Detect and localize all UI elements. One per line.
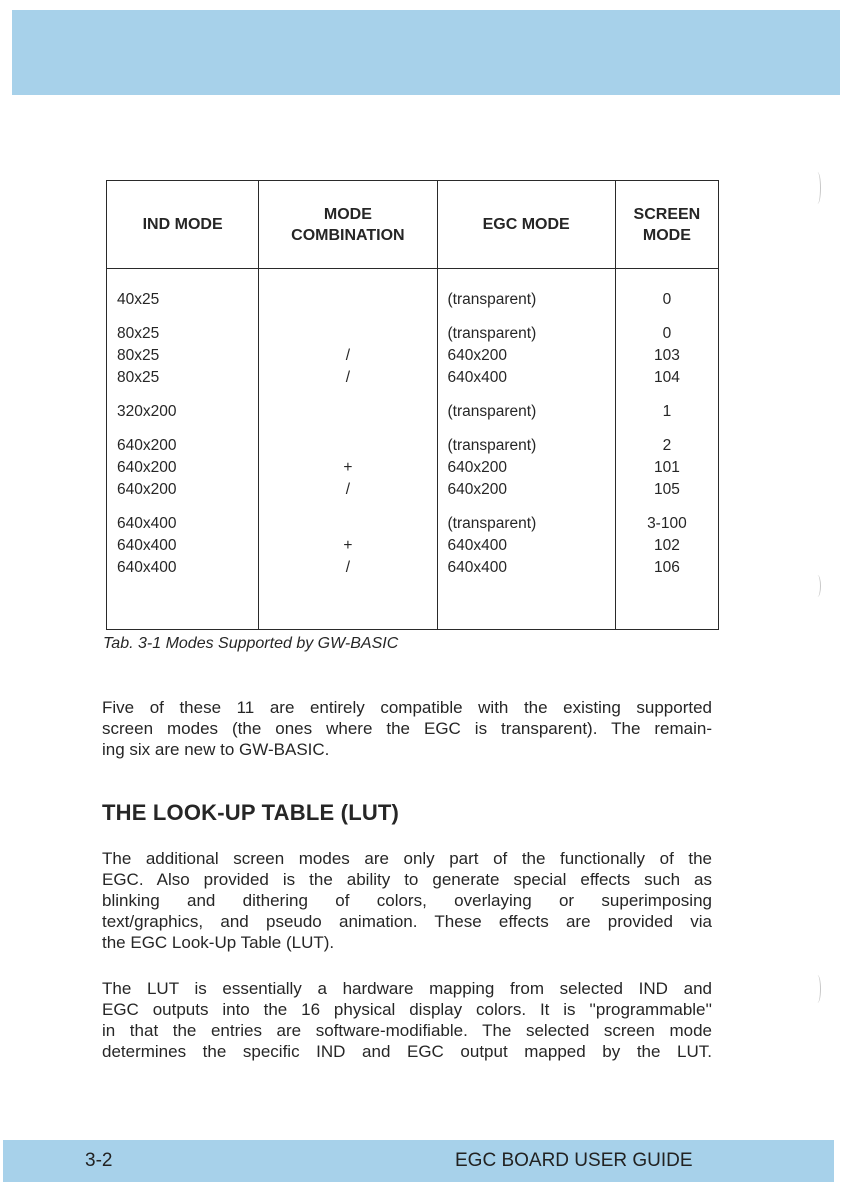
- table-cell: 40x25: [117, 291, 160, 308]
- table-cell: +: [343, 459, 353, 476]
- table-cell: [259, 323, 436, 345]
- table-cell: /: [345, 559, 351, 576]
- row-group: [259, 401, 436, 423]
- table-cell: (transparent): [447, 403, 537, 420]
- section-heading: THE LOOK-UP TABLE (LUT): [102, 800, 400, 825]
- row-group: [117, 513, 258, 579]
- table-cell: 640x400: [117, 537, 177, 554]
- header-mode-combination: [259, 181, 437, 269]
- row-group: [448, 513, 615, 579]
- table-cell: 320x200: [117, 403, 177, 420]
- ind-mode-column: [107, 269, 259, 630]
- row-group: [448, 323, 615, 389]
- table-cell: (transparent): [447, 291, 537, 308]
- text-line: the EGC Look-Up Table (LUT).: [102, 933, 335, 952]
- table-cell: 640x400: [117, 515, 177, 532]
- row-group: [448, 435, 615, 501]
- modes-table: [106, 180, 719, 630]
- row-group: [117, 401, 258, 423]
- table-cell: 103: [653, 347, 680, 364]
- table-cell: 0: [662, 325, 672, 342]
- table-cell: 106: [653, 559, 680, 576]
- header-label: IND MODE: [142, 216, 223, 233]
- text-line: The additional screen modes are only part of the functionally of the: [102, 849, 712, 868]
- text-line: in that the entries are software-modifiable. The selected screen mode: [102, 1021, 712, 1040]
- row-group: [117, 289, 258, 311]
- table-cell: 1: [662, 403, 672, 420]
- table-cell: 3-100: [647, 515, 687, 532]
- binding-hole-mark: [814, 172, 821, 204]
- row-group: [259, 289, 436, 311]
- table-cell: /: [345, 347, 351, 364]
- egc-mode-column: [437, 269, 615, 630]
- table-cell: 640x400: [117, 559, 177, 576]
- table-cell: 104: [653, 369, 680, 386]
- header-screen-mode: [615, 181, 718, 269]
- table-cell: 640x400: [447, 537, 507, 554]
- table-cell: 640x200: [447, 459, 507, 476]
- row-group: [259, 513, 436, 579]
- table-cell: 80x25: [117, 369, 160, 386]
- table-cell: (transparent): [447, 515, 537, 532]
- row-group: [117, 323, 258, 389]
- paragraph-compatibility: [102, 697, 712, 760]
- table-cell: 640x200: [447, 481, 507, 498]
- table-body-row: [107, 269, 719, 630]
- table-cell: 0: [662, 291, 672, 308]
- mode-combination-column: [259, 269, 437, 630]
- text-line: EGC outputs into the 16 physical display colors. It is ''programmable'': [102, 1000, 712, 1019]
- row-group: [616, 401, 718, 423]
- row-group: [259, 323, 436, 389]
- header-label: MODE: [642, 226, 691, 244]
- paragraph-lut-intro: [102, 848, 712, 953]
- table-cell: 101: [653, 459, 680, 476]
- header-label: COMBINATION: [291, 226, 405, 244]
- table-cell: 640x200: [117, 437, 177, 454]
- text-line: determines the specific IND and EGC output mapped by the LUT.: [102, 1042, 712, 1061]
- screen-mode-column: [615, 269, 718, 630]
- table-cell: 640x200: [117, 481, 177, 498]
- table-cell: 640x200: [117, 459, 177, 476]
- paragraph-lut-mapping: [102, 978, 712, 1062]
- header-label: SCREEN: [633, 205, 701, 223]
- text-line: text/graphics, and pseudo animation. These effects are provided via: [102, 912, 712, 931]
- table-cell: 2: [662, 437, 672, 454]
- binding-hole-mark: [814, 575, 821, 597]
- row-group: [616, 289, 718, 311]
- table-cell: 105: [653, 481, 680, 498]
- table-cell: 80x25: [117, 325, 160, 342]
- row-group: [117, 435, 258, 501]
- table-cell: 640x400: [447, 369, 507, 386]
- table-cell: [259, 401, 436, 423]
- row-group: [259, 435, 436, 501]
- text-line: Five of these 11 are entirely compatible with the existing supported: [102, 698, 712, 717]
- row-group: [616, 435, 718, 501]
- text-line: EGC. Also provided is the ability to generate special effects such as: [102, 870, 712, 889]
- table-cell: [259, 289, 436, 311]
- table-cell: (transparent): [447, 437, 537, 454]
- page-number: 3-2: [85, 1150, 113, 1171]
- table-header-row: [107, 181, 719, 269]
- text-line: The LUT is essentially a hardware mapping from selected IND and: [102, 979, 712, 998]
- header-band: [12, 10, 840, 95]
- row-group: [448, 401, 615, 423]
- text-line: screen modes (the ones where the EGC is transparent). The remain-: [102, 719, 712, 738]
- row-group: [616, 323, 718, 389]
- header-label: EGC MODE: [482, 216, 570, 233]
- table-cell: +: [343, 537, 353, 554]
- table-cell: 102: [653, 537, 680, 554]
- table-cell: 640x400: [447, 559, 507, 576]
- table-cell: [259, 435, 436, 457]
- table-cell: [259, 513, 436, 535]
- text-line: blinking and dithering of colors, overlaying or superimposing: [102, 891, 712, 910]
- table-caption: Tab. 3-1 Modes Supported by GW-BASIC: [103, 635, 399, 652]
- text-line: ing six are new to GW-BASIC.: [102, 740, 330, 759]
- header-ind-mode: [107, 181, 259, 269]
- table-cell: 640x200: [447, 347, 507, 364]
- table-cell: /: [345, 369, 351, 386]
- header-egc-mode: [437, 181, 615, 269]
- header-label: MODE: [323, 205, 372, 223]
- guide-title: EGC BOARD USER GUIDE: [455, 1150, 693, 1171]
- footer-band: [3, 1140, 834, 1182]
- table-cell: (transparent): [447, 325, 537, 342]
- row-group: [448, 289, 615, 311]
- row-group: [616, 513, 718, 579]
- table-cell: 80x25: [117, 347, 160, 364]
- table-cell: /: [345, 481, 351, 498]
- binding-hole-mark: [814, 975, 821, 1003]
